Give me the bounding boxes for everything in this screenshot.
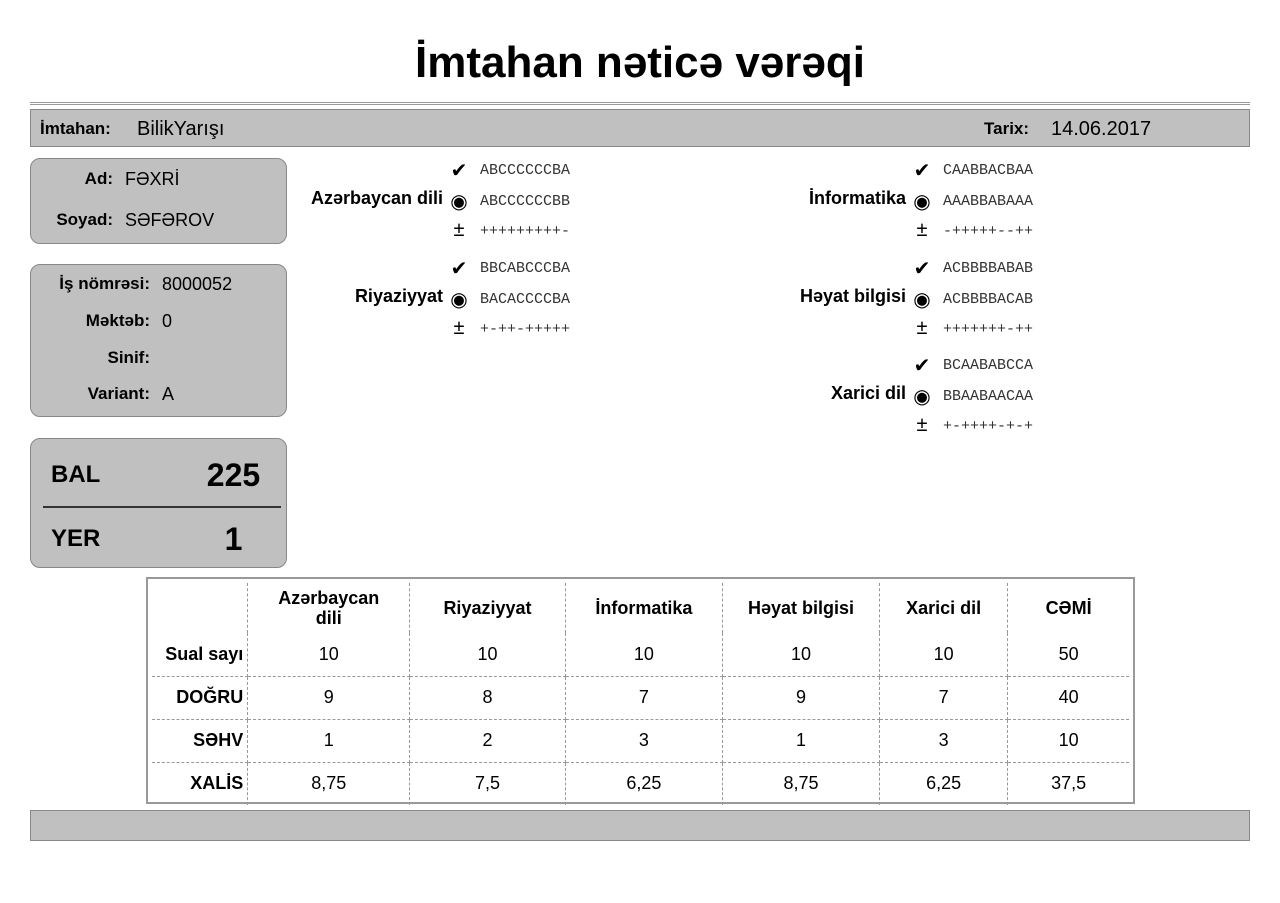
table-row xyxy=(152,633,1129,676)
table-row xyxy=(152,719,1129,762)
table-cell: 7,5 xyxy=(410,762,565,805)
variant-label: Variant: xyxy=(87,384,150,403)
table-cell: 10 xyxy=(410,633,565,676)
subject-block xyxy=(760,156,1080,246)
subject-name: Həyat bilgisi xyxy=(799,286,906,306)
date-label: Tarix: xyxy=(984,119,1030,138)
subject-name: Xarici dil xyxy=(830,383,906,403)
row-label: XALİS xyxy=(152,762,248,805)
plus-minus-icon: ± xyxy=(453,219,465,241)
correct-check-icon: ✔ xyxy=(913,258,931,280)
student-answers: AAABBABAAA xyxy=(943,193,1034,210)
table-row xyxy=(152,676,1129,719)
subject-name: Azərbaycan dili xyxy=(310,188,443,208)
subject-name: Riyaziyyat xyxy=(354,286,443,306)
table-cell: 7 xyxy=(880,676,1008,719)
table-header-cell: Azərbaycan dili xyxy=(248,583,410,633)
surname-label: Soyad: xyxy=(56,210,113,229)
correct-check-icon: ✔ xyxy=(450,258,468,280)
student-answers: ACBBBBACAB xyxy=(943,291,1034,308)
table-header-cell: Həyat bilgisi xyxy=(723,583,880,633)
student-answers: ABCCCCCCBB xyxy=(480,193,571,210)
row-label: SƏHV xyxy=(152,719,248,762)
table-header-cell: CƏMİ xyxy=(1045,598,1092,618)
row-label: DOĞRU xyxy=(152,676,248,719)
table-cell: 2 xyxy=(410,719,565,762)
table-cell: 10 xyxy=(880,633,1008,676)
student-panel xyxy=(30,158,287,244)
answer-marks: +-++++-+-+ xyxy=(943,418,1034,435)
work-number-label: İş nömrəsi: xyxy=(59,274,150,293)
answer-key: BBCABCCCBA xyxy=(480,260,571,277)
selected-answer-icon: ◉ xyxy=(913,289,931,311)
table-header-row xyxy=(152,583,1129,633)
exam-name: BilikYarışı xyxy=(137,118,225,140)
answer-key: CAABBACBAA xyxy=(943,162,1034,179)
selected-answer-icon: ◉ xyxy=(450,191,468,213)
name-label: Ad: xyxy=(84,169,113,188)
table-cell: 9 xyxy=(248,676,410,719)
exam-date: 14.06.2017 xyxy=(1051,118,1152,140)
answer-key: ACBBBBABAB xyxy=(943,260,1034,277)
answer-marks: -+++++--++ xyxy=(943,223,1034,240)
results-table xyxy=(152,583,1129,805)
table-header-cell: İnformatika xyxy=(565,583,722,633)
selected-answer-icon: ◉ xyxy=(450,289,468,311)
student-surname: SƏFƏROV xyxy=(125,210,215,230)
table-cell: 50 xyxy=(1008,633,1129,676)
exam-info-bar xyxy=(30,109,1250,147)
table-cell: 10 xyxy=(565,633,722,676)
table-header-cell xyxy=(152,583,248,633)
subject-block xyxy=(760,254,1080,344)
page-title: İmtahan nəticə vərəqi xyxy=(415,38,865,87)
score-value: 225 xyxy=(206,457,261,493)
table-cell: 8,75 xyxy=(723,762,880,805)
table-header-cell: Xarici dil xyxy=(880,583,1008,633)
school-label: Məktəb: xyxy=(85,311,150,330)
table-cell: 3 xyxy=(880,719,1008,762)
answer-marks: +++++++++- xyxy=(480,223,571,240)
variant-value: A xyxy=(162,384,175,404)
table-header-cell: Riyaziyyat xyxy=(410,583,565,633)
score-panel xyxy=(30,438,287,568)
plus-minus-icon: ± xyxy=(916,414,928,436)
class-label: Sinif: xyxy=(107,348,150,367)
student-answers: BBAABAACAA xyxy=(943,388,1034,405)
answer-marks: +-++-+++++ xyxy=(480,321,571,338)
school-value: 0 xyxy=(162,311,173,331)
answer-marks: +++++++-++ xyxy=(943,321,1034,338)
correct-check-icon: ✔ xyxy=(450,160,468,182)
exam-label: İmtahan: xyxy=(40,119,111,138)
table-cell: 40 xyxy=(1008,676,1129,719)
table-cell: 7 xyxy=(565,676,722,719)
rank-value: 1 xyxy=(224,521,243,557)
student-name: FƏXRİ xyxy=(125,169,180,189)
table-cell: 8,75 xyxy=(248,762,410,805)
table-cell: 6,25 xyxy=(880,762,1008,805)
subject-name: İnformatika xyxy=(808,188,906,208)
subject-block xyxy=(296,156,616,246)
plus-minus-icon: ± xyxy=(453,317,465,339)
results-table-frame xyxy=(146,577,1135,804)
score-divider xyxy=(43,506,281,508)
rank-label: YER xyxy=(51,525,101,552)
table-cell: 10 xyxy=(1008,719,1129,762)
table-cell: 8 xyxy=(410,676,565,719)
correct-check-icon: ✔ xyxy=(913,355,931,377)
table-cell: 1 xyxy=(723,719,880,762)
table-cell: 10 xyxy=(723,633,880,676)
work-number: 8000052 xyxy=(162,274,233,294)
subject-block xyxy=(296,254,616,344)
row-label: Sual sayı xyxy=(152,633,248,676)
score-label: BAL xyxy=(51,461,101,488)
title-divider xyxy=(30,102,1250,105)
plus-minus-icon: ± xyxy=(916,317,928,339)
work-info-panel xyxy=(30,264,287,417)
answer-key: ABCCCCCCBA xyxy=(480,162,571,179)
table-cell: 9 xyxy=(723,676,880,719)
selected-answer-icon: ◉ xyxy=(913,386,931,408)
table-row xyxy=(152,762,1129,805)
table-cell: 37,5 xyxy=(1051,773,1087,794)
subject-block xyxy=(760,351,1080,441)
table-cell: 6,25 xyxy=(565,762,722,805)
correct-check-icon: ✔ xyxy=(913,160,931,182)
table-cell: 1 xyxy=(248,719,410,762)
table-cell: 10 xyxy=(248,633,410,676)
answer-key: BCAABABCCA xyxy=(943,357,1034,374)
table-cell: 3 xyxy=(565,719,722,762)
student-answers: BACACCCCBA xyxy=(480,291,571,308)
footer-bar xyxy=(30,810,1250,841)
plus-minus-icon: ± xyxy=(916,219,928,241)
selected-answer-icon: ◉ xyxy=(913,191,931,213)
